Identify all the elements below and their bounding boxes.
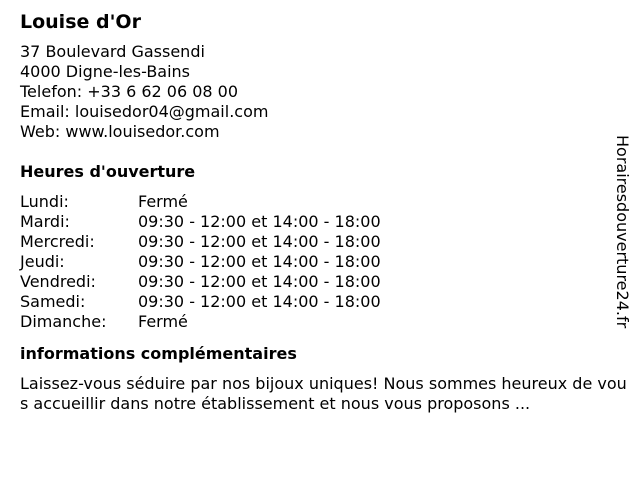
additional-info-text: Laissez-vous séduire par nos bijoux uniques! Nous sommes heureux de vous accueillir dans notre établissement et nous vous proposons ... [20, 374, 627, 413]
hours-day: Vendredi: [20, 272, 96, 291]
address-line2: 4000 Digne-les-Bains [20, 62, 191, 81]
business-card [20, 10, 632, 414]
hours-row-monday [20, 192, 381, 212]
hours-day: Lundi: [20, 192, 69, 211]
hours-row-thursday [20, 252, 381, 272]
site-watermark: Horairesdouverture24.fr [613, 135, 632, 329]
hours-row-sunday [20, 312, 381, 332]
address-line1: 37 Boulevard Gassendi [20, 42, 205, 61]
opening-hours-table [20, 192, 381, 332]
hours-row-wednesday [20, 232, 381, 252]
hours-day: Mardi: [20, 212, 70, 231]
email-text: Email: louisedor04@gmail.com [20, 102, 269, 121]
additional-info-heading: informations complémentaires [20, 344, 297, 363]
hours-time: 09:30 - 12:00 et 14:00 - 18:00 [138, 292, 381, 311]
hours-time: 09:30 - 12:00 et 14:00 - 18:00 [138, 212, 381, 231]
opening-hours-heading: Heures d'ouverture [20, 162, 196, 181]
hours-time: 09:30 - 12:00 et 14:00 - 18:00 [138, 272, 381, 291]
hours-day: Mercredi: [20, 232, 95, 251]
hours-row-saturday [20, 292, 381, 312]
phone-text: Telefon: +33 6 62 06 08 00 [20, 82, 239, 101]
hours-time: 09:30 - 12:00 et 14:00 - 18:00 [138, 252, 381, 271]
hours-day: Dimanche: [20, 312, 107, 331]
hours-day: Samedi: [20, 292, 86, 311]
hours-time: 09:30 - 12:00 et 14:00 - 18:00 [138, 232, 381, 251]
website-text: Web: www.louisedor.com [20, 122, 220, 141]
hours-row-tuesday [20, 212, 381, 232]
hours-day: Jeudi: [20, 252, 65, 271]
hours-row-friday [20, 272, 381, 292]
hours-time: Fermé [138, 312, 188, 331]
hours-time: Fermé [138, 192, 188, 211]
business-name: Louise d'Or [20, 11, 141, 33]
